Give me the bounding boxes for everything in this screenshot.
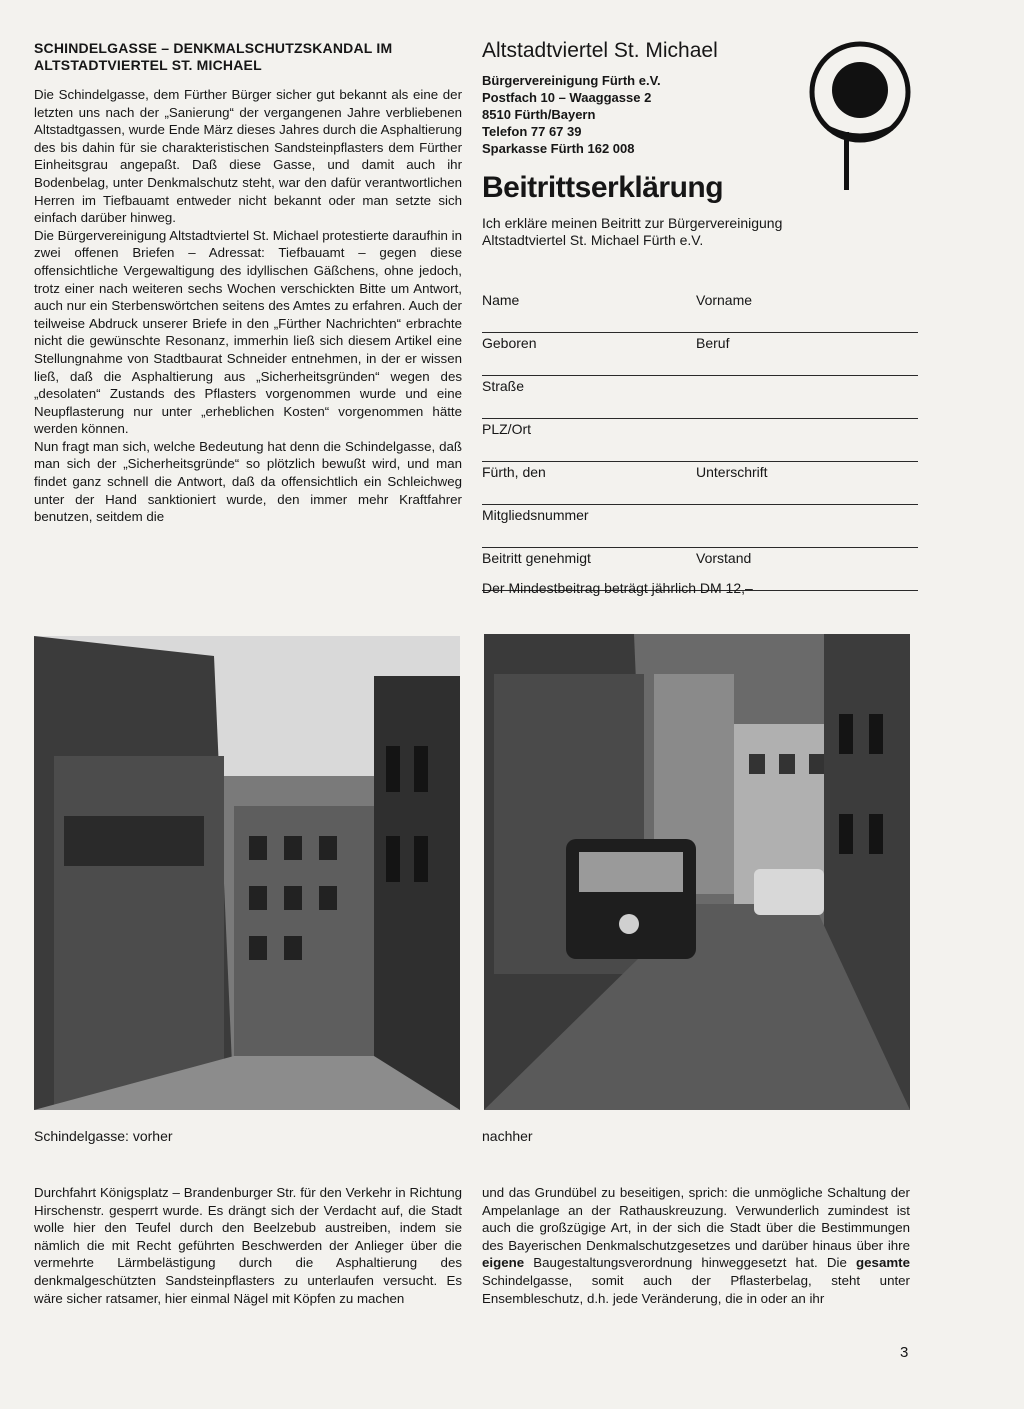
article-paragraph: Nun fragt man sich, welche Bedeutung hat denn die Schindelgasse, daß man sich der „Sicherheitsgründe“ so plötzlich bewußt wird, und man findet ganz schnell die Antwort, daß da offensichtlich ein Schleichweg unter der Hand sanktioniert wurde, den immer mehr Kraftfahrer benutzen, seitdem die: [34, 438, 462, 525]
plz-field-label: PLZ/Ort: [482, 421, 532, 437]
article-emphasis: gesamte: [856, 1255, 910, 1271]
association-phone: Telefon 77 67 39: [482, 124, 582, 139]
article-headline: [34, 40, 462, 74]
member-number-field-label: Mitgliedsnummer: [482, 507, 589, 523]
article-text: und das Grundübel zu beseitigen, sprich: die unmögliche Schaltung der Ampelanlage an der Rathauskreuzung. Verwunderlich zumindest ist auch die großzügige Art, in der sich die Stadt über die Bestimmungen des Bayerischen Denkmalschutzgesetzes und darüber hinaus über ihre: [482, 1185, 910, 1253]
vorname-field-label: Vorname: [696, 292, 753, 308]
association-title: Altstadtviertel St. Michael: [482, 39, 718, 62]
association-name: Bürgervereinigung Fürth e.V.: [482, 73, 661, 88]
form-row-signature: [482, 462, 918, 505]
article-body: [34, 86, 462, 526]
declaration-text: Ich erkläre meinen Beitritt zur Bürgervereinigung Altstadtviertel St. Michael Fürth e.V.: [482, 215, 783, 248]
photo-after: [484, 634, 910, 1110]
date-field-label: Fürth, den: [482, 464, 546, 480]
article-column: [34, 40, 462, 526]
minimum-fee-note: Der Mindestbeitrag beträgt jährlich DM 12,–: [482, 580, 753, 596]
headline-line-2: ALTSTADTVIERTEL ST. MICHAEL: [34, 57, 262, 73]
membership-form: [482, 290, 918, 591]
caption-before: Schindelgasse: vorher: [34, 1128, 173, 1144]
beruf-field-label: Beruf: [696, 335, 730, 351]
geboren-field-label: Geboren: [482, 335, 537, 351]
article-paragraph: Die Schindelgasse, dem Fürther Bürger sicher gut bekannt als eine der letzten uns nach der „Sanierung“ der vergangenen Jahre verbliebenen Altstadtgassen, wurde Ende März dieses Jahres durch die Asphaltierung des bis dahin für sie charakteristischen Sandsteinpflasters dem Fürther Einheitsgrau angepaßt. Daß diese Gasse, und damit auch ihr Bodenbelag, unter Denkmalschutz steht, war den dafür verantwortlichen Herren im Tiefbauamt entweder nicht bekannt oder man setzte sich einfach darüber hinweg.: [34, 87, 462, 226]
strasse-field-label: Straße: [482, 378, 525, 394]
photo-before: [34, 636, 460, 1110]
approval-field-label: Beitritt genehmigt: [482, 550, 591, 566]
board-field-label: Vorstand: [696, 550, 752, 566]
association-city: 8510 Fürth/Bayern: [482, 107, 596, 122]
caption-after: nachher: [482, 1128, 533, 1144]
form-row-name: [482, 290, 918, 333]
article-text: Schindelgasse, somit auch der Pflasterbelag, steht unter Ensembleschutz, d.h. jede Veränderung, die in oder an ihr: [482, 1272, 910, 1306]
signature-field-label: Unterschrift: [696, 464, 768, 480]
headline-line-1: SCHINDELGASSE – DENKMALSCHUTZSKANDAL IM: [34, 40, 393, 56]
association-logo: [808, 34, 914, 194]
article-continuation-left: Durchfahrt Königsplatz – Brandenburger Str. für den Verkehr in Richtung Hirschenstr. gesperrt wurde. Es drängt sich der Verdacht auf, die Stadt wolle hier den Teufel durch den Beelzebub austreiben, indem sie nämlich die mit Recht geführten Beschwerden der Anlieger über die vermehrte Lärmbelästigung durch die Asphaltierung des denkmalgeschützten Sandsteinpflasters zu unterlaufen versucht. Es wäre sicher ratsamer, hier einmal Nägel mit Köpfen zu machen: [34, 1185, 462, 1306]
form-row-member-number: [482, 505, 918, 548]
form-row-street: [482, 376, 918, 419]
article-paragraph: Die Bürgervereinigung Altstadtviertel St. Michael protestierte daraufhin in zwei offenen Briefen – Adressat: Tiefbauamt – gegen diese offensichtliche Vergewaltigung des idyllischen Gäßchens, ohne jedoch, trotz einer nach weiteren sechs Wochen verschickten Bitte um Antwort, auch nur ein Sterbenswörtchen seitens des Amtes zu erfahren. Auch der teilweise Abdruck unserer Briefe in den „Fürther Nachrichten“ erbrachte nicht die gewünschte Resonanz, immerhin ließ sich diesem Artikel eine Stellungnahme von Stadtbaurat Schneider entnehmen, in der er wissen ließ, daß die Asphaltierung aus „Sicherheitsgründen“ wegen des „desolaten“ Zustands des Pflasters vorgenommen wurde und eine Neupflasterung nur unter „erheblichen Kosten“ vorgenommen hätte werden können.: [34, 227, 462, 437]
name-field-label: Name: [482, 292, 520, 308]
association-bank: Sparkasse Fürth 162 008: [482, 141, 635, 156]
form-row-birth: [482, 333, 918, 376]
article-text: Baugestaltungsverordnung hinweggesetzt hat. Die: [524, 1255, 857, 1271]
form-row-city: [482, 419, 918, 462]
article-continuation-right: [482, 1184, 910, 1307]
association-postbox: Postfach 10 – Waaggasse 2: [482, 90, 652, 105]
article-emphasis: eigene: [482, 1255, 525, 1271]
page-number: 3: [900, 1344, 909, 1361]
form-title: Beitrittserklärung: [482, 171, 724, 204]
